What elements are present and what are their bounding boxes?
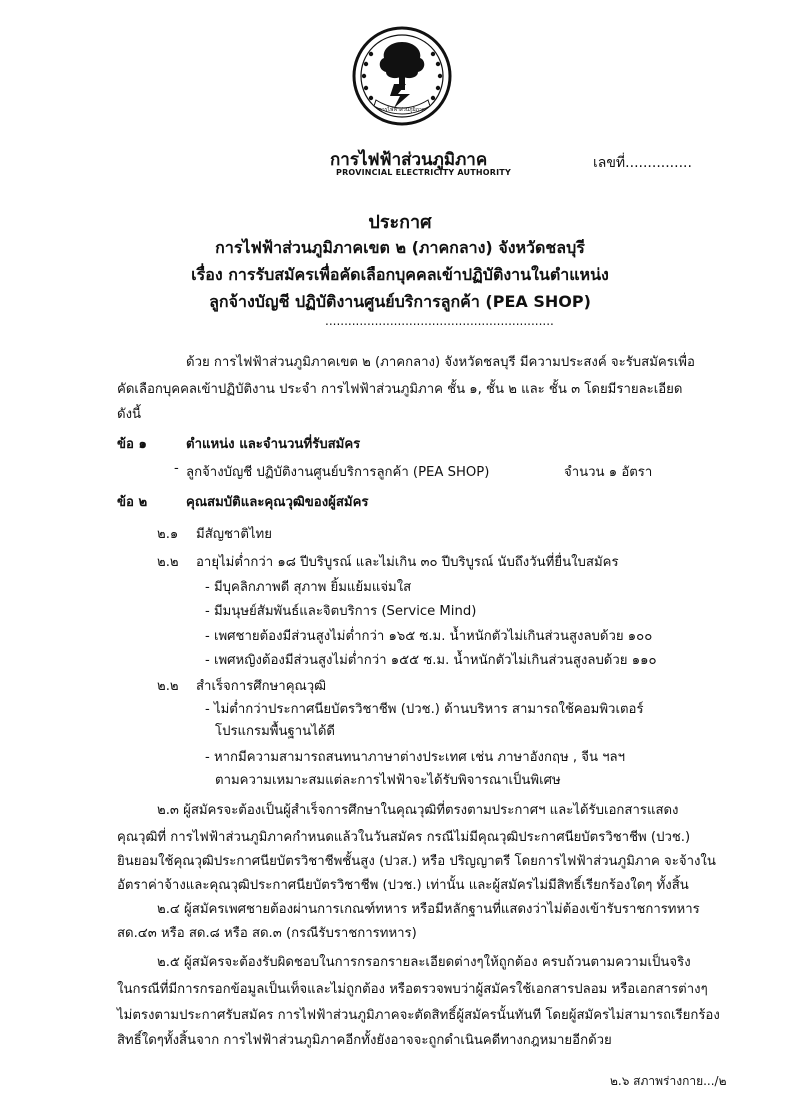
item-2-3-bullet-2-line-1: - หากมีความสามารถสนทนาภาษาต่างประเทศ เช่น ภาษาอังกฤษ , จีน ฯลฯ <box>205 750 626 765</box>
section-1-position: ลูกจ้างบัญชี ปฏิบัติงานศูนย์บริการลูกค้า (PEA SHOP) <box>186 465 490 480</box>
section-1-count: จำนวน ๑ อัตรา <box>564 465 653 480</box>
section-1-title: ตำแหน่ง และจำนวนที่รับสมัคร <box>186 437 361 452</box>
intro-line-1: ด้วย การไฟฟ้าส่วนภูมิภาคเขต ๒ (ภาคกลาง) จังหวัดชลบุรี มีความประสงค์ จะรับสมัครเพื่อ <box>186 355 695 370</box>
item-2-5-line-1: ๒.๔ ผู้สมัครเพศชายต้องผ่านการเกณฑ์ทหาร หรือมีหลักฐานที่แสดงว่าไม่ต้องเข้ารับราชการทหาร <box>157 902 700 917</box>
item-2-6-line-3: ไม่ตรงตามประกาศรับสมัคร การไฟฟ้าส่วนภูมิภาคจะตัดสิทธิ์ผู้สมัครนั้นทันที โดยผู้สมัครไม่สามารถเรียกร้อง <box>117 1008 720 1023</box>
section-1-number: ข้อ ๑ <box>117 437 147 452</box>
intro-line-2: คัดเลือกบุคคลเข้าปฏิบัติงาน ประจำ การไฟฟ้าส่วนภูมิภาค ชั้น ๑, ชั้น ๒ และ ชั้น ๓ โดยมีรายละเอียด <box>117 382 683 397</box>
item-2-4-line-2: คุณวุฒิที่ การไฟฟ้าส่วนภูมิภาคกำหนดแล้วในวันสมัคร กรณีไม่มีคุณวุฒิประกาศนียบัตรวิชาชีพ (ปวช.) <box>117 830 691 845</box>
item-2-1-text: มีสัญชาติไทย <box>196 527 272 542</box>
section-2-number: ข้อ ๒ <box>117 495 148 510</box>
item-2-6-line-1: ๒.๕ ผู้สมัครจะต้องรับผิดชอบในการกรอกรายละเอียดต่างๆให้ถูกต้อง ครบถ้วนตามความเป็นจริง <box>157 955 691 970</box>
continuation-note: ๒.๖ สภาพร่างกาย.../๒ <box>610 1074 727 1088</box>
title-separator: ............................................................ <box>325 314 554 328</box>
document-number-label: เลขที่............... <box>593 155 692 171</box>
section-2-title: คุณสมบัติและคุณวุฒิของผู้สมัคร <box>186 495 369 510</box>
item-2-3-number: ๒.๒ <box>157 679 179 694</box>
item-2-6-line-2: ในกรณีที่มีการกรอกข้อมูลเป็นเท็จและไม่ถูกต้อง หรือตรวจพบว่าผู้สมัครใช้เอกสารปลอม หรือเอกสารต่างๆ <box>117 982 708 997</box>
item-2-4-line-1: ๒.๓ ผู้สมัครจะต้องเป็นผู้สำเร็จการศึกษาในคุณวุฒิที่ตรงตามประกาศฯ และได้รับเอกสารแสดง <box>157 803 679 818</box>
organization-name-english: PROVINCIAL ELECTRICITY AUTHORITY <box>336 168 511 177</box>
section-1-dash: - <box>174 461 179 476</box>
item-2-3-bullet-1-line-2: โปรแกรมพื้นฐานได้ดี <box>215 724 335 739</box>
item-2-2-bullet-1: - มีบุคลิกภาพดี สุภาพ ยิ้มแย้มแจ่มใส <box>205 580 412 595</box>
announcement-heading: ประกาศ <box>368 212 432 233</box>
intro-line-3: ดังนี้ <box>117 407 142 422</box>
item-2-4-line-3: ยินยอมใช้คุณวุฒิประกาศนียบัตรวิชาชีพชั้นสูง (ปวส.) หรือ ปริญญาตรี โดยการไฟฟ้าส่วนภูมิภาค จะจ้างใน <box>117 854 716 869</box>
svg-text:การไฟฟ้าส่วนภูมิภาค: การไฟฟ้าส่วนภูมิภาค <box>378 107 426 113</box>
item-2-2-bullet-2: - มีมนุษย์สัมพันธ์และจิตบริการ (Service Mind) <box>205 604 477 619</box>
item-2-2-number: ๒.๒ <box>157 555 179 570</box>
item-2-5-line-2: สด.๔๓ หรือ สด.๘ หรือ สด.๓ (กรณีรับราชการทหาร) <box>117 926 417 941</box>
item-2-3-text: สำเร็จการศึกษาคุณวุฒิ <box>196 679 327 694</box>
item-2-3-bullet-2-line-2: ตามความเหมาะสมแต่ละการไฟฟ้าจะได้รับพิจารณาเป็นพิเศษ <box>215 773 561 788</box>
item-2-2-text: อายุไม่ต่ำกว่า ๑๘ ปีบริบูรณ์ และไม่เกิน ๓๐ ปีบริบูรณ์ นับถึงวันที่ยื่นใบสมัคร <box>196 555 619 570</box>
item-2-4-line-4: อัตราค่าจ้างและคุณวุฒิประกาศนียบัตรวิชาชีพ (ปวช.) เท่านั้น และผู้สมัครไม่มีสิทธิ์เรียกร้องใดๆ ทั้งสิ้น <box>117 878 689 893</box>
organization-name-thai: การไฟฟ้าส่วนภูมิภาค <box>330 150 488 170</box>
item-2-6-line-4: สิทธิ์ใดๆทั้งสิ้นจาก การไฟฟ้าส่วนภูมิภาคอีกทั้งยังอาจจะถูกดำเนินคดีทางกฎหมายอีกด้วย <box>117 1033 612 1048</box>
item-2-3-bullet-1-line-1: - ไม่ต่ำกว่าประกาศนียบัตรวิชาชีพ (ปวช.) ด้านบริหาร สามารถใช้คอมพิวเตอร์ <box>205 702 644 717</box>
title-line-1: การไฟฟ้าส่วนภูมิภาคเขต ๒ (ภาคกลาง) จังหวัดชลบุรี <box>215 238 585 257</box>
item-2-2-bullet-4: - เพศหญิงต้องมีส่วนสูงไม่ต่ำกว่า ๑๕๕ ซ.ม. น้ำหนักตัวไม่เกินส่วนสูงลบด้วย ๑๑๐ <box>205 653 657 668</box>
item-2-1-number: ๒.๑ <box>157 527 179 542</box>
pea-logo <box>350 24 454 128</box>
title-line-3: ลูกจ้างบัญชี ปฏิบัติงานศูนย์บริการลูกค้า (PEA SHOP) <box>209 292 591 311</box>
item-2-2-bullet-3: - เพศชายต้องมีส่วนสูงไม่ต่ำกว่า ๑๖๕ ซ.ม. น้ำหนักตัวไม่เกินส่วนสูงลบด้วย ๑๐๐ <box>205 629 653 644</box>
title-line-2: เรื่อง การรับสมัครเพื่อคัดเลือกบุคคลเข้าปฏิบัติงานในตำแหน่ง <box>191 265 609 284</box>
